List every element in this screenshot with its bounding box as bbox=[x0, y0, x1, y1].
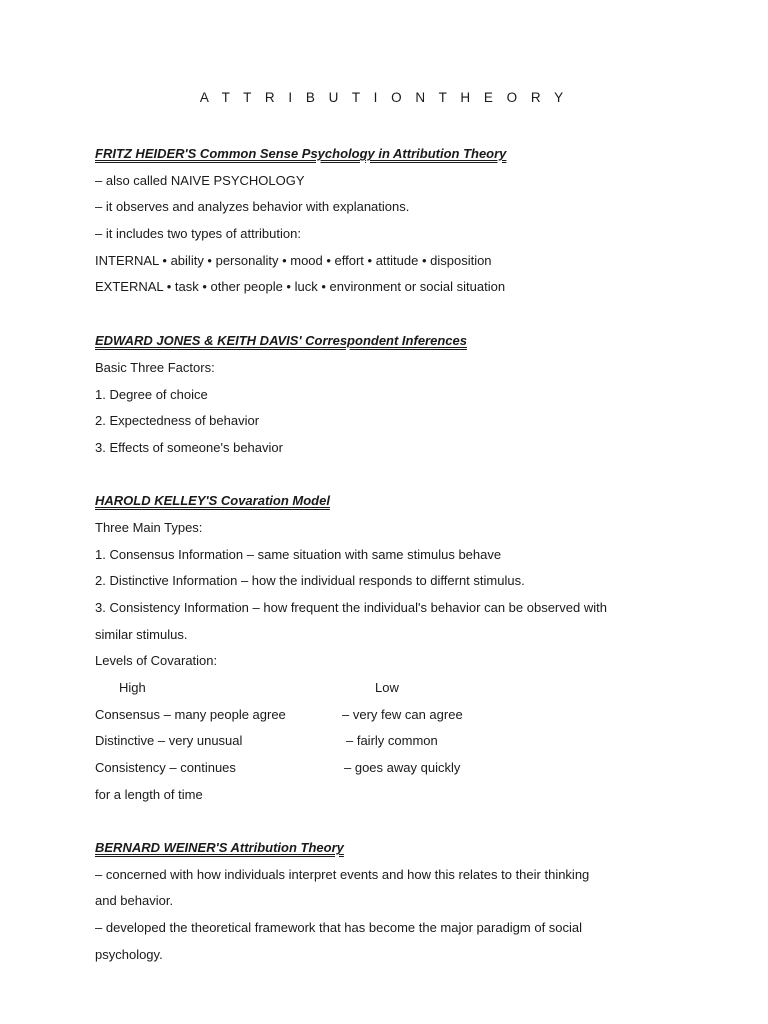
heider-line-3: – it includes two types of attribution: bbox=[95, 226, 301, 241]
levels-high-label: High bbox=[119, 680, 146, 695]
weiner-line-2: and behavior. bbox=[95, 893, 174, 908]
heider-line-2: – it observes and analyzes behavior with explanations. bbox=[95, 199, 410, 214]
weiner-line-3: – developed the theoretical framework that has become the major paradigm of social bbox=[95, 920, 583, 935]
heider-line-1: – also called NAIVE PSYCHOLOGY bbox=[95, 173, 305, 188]
levels-low-label: Low bbox=[375, 680, 399, 695]
weiner-line-1: – concerned with how individuals interpret events and how this relates to their thinking bbox=[95, 867, 590, 882]
jones-davis-line-3: 2. Expectedness of behavior bbox=[95, 413, 260, 428]
jones-davis-line-2: 1. Degree of choice bbox=[95, 387, 208, 402]
kelley-line-1: Three Main Types: bbox=[95, 520, 203, 535]
levels-row-1-high: Consensus – many people agree bbox=[95, 707, 286, 722]
jones-davis-line-4: 3. Effects of someone's behavior bbox=[95, 440, 283, 455]
kelley-heading: HAROLD KELLEY'S Covaration Model bbox=[95, 493, 330, 508]
heider-external-line: EXTERNAL • task • other people • luck • environment or social situation bbox=[95, 279, 506, 294]
heider-internal-line: INTERNAL • ability • personality • mood • effort • attitude • disposition bbox=[95, 253, 492, 268]
levels-row-3-low: – goes away quickly bbox=[344, 760, 461, 775]
levels-row-1-low: – very few can agree bbox=[342, 707, 463, 722]
jones-davis-line-1: Basic Three Factors: bbox=[95, 360, 215, 375]
levels-row-3-high: Consistency – continues bbox=[95, 760, 236, 775]
levels-row-2-low: – fairly common bbox=[346, 733, 438, 748]
page-title: A T T R I B U T I O N T H E O R Y bbox=[199, 90, 569, 105]
kelley-line-6: Levels of Covaration: bbox=[95, 653, 218, 668]
weiner-heading: BERNARD WEINER'S Attribution Theory bbox=[95, 840, 344, 855]
jones-davis-heading: EDWARD JONES & KEITH DAVIS' Correspondent Inferences bbox=[95, 333, 467, 348]
weiner-line-4: psychology. bbox=[95, 947, 163, 962]
levels-row-2-high: Distinctive – very unusual bbox=[95, 733, 243, 748]
levels-tail: for a length of time bbox=[95, 787, 203, 802]
kelley-line-2: 1. Consensus Information – same situation with same stimulus behave bbox=[95, 547, 502, 562]
kelley-line-3: 2. Distinctive Information – how the individual responds to differnt stimulus. bbox=[95, 573, 525, 588]
kelley-line-4: 3. Consistency Information – how frequent the individual's behavior can be observed with bbox=[95, 600, 607, 615]
heider-heading: FRITZ HEIDER'S Common Sense Psychology in Attribution Theory bbox=[95, 146, 507, 161]
kelley-line-5: similar stimulus. bbox=[95, 627, 188, 642]
